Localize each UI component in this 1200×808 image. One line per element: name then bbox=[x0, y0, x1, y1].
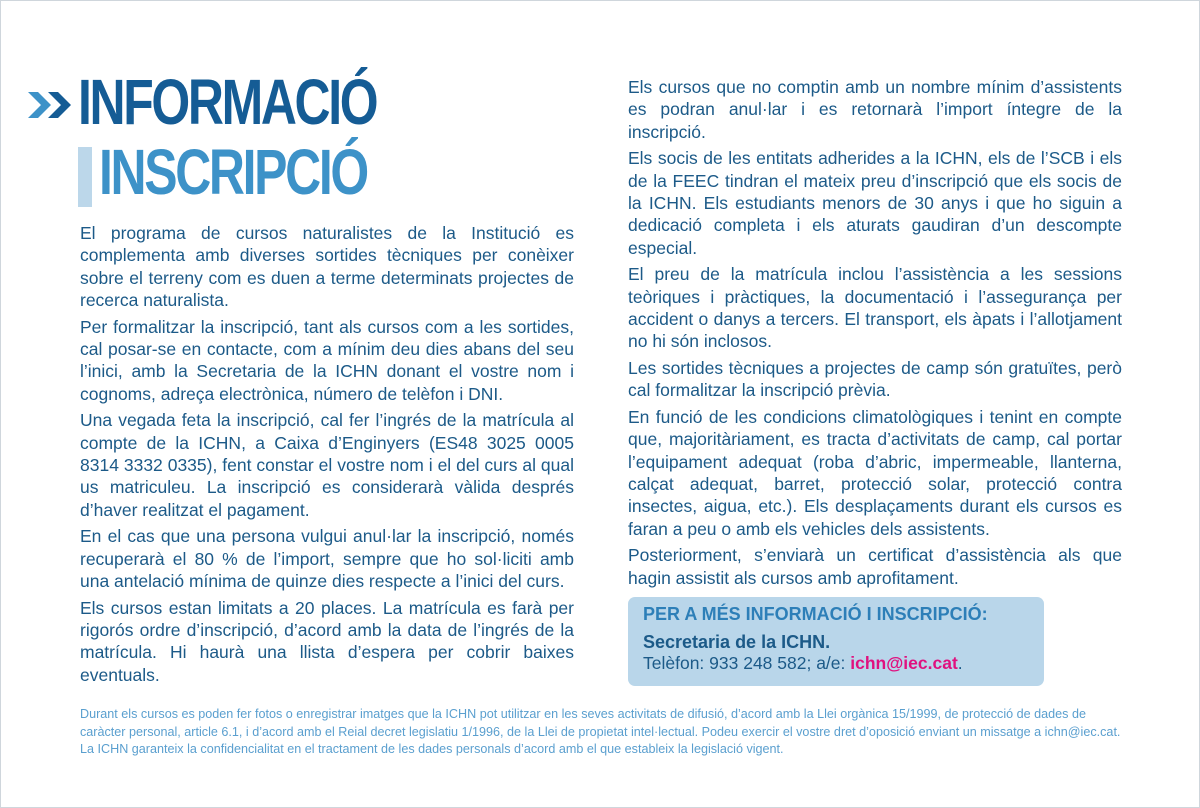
paragraph: Posteriorment, s’enviarà un certificat d’assistència als que hagin assistit als cursos amb aprofitament. bbox=[628, 545, 1122, 588]
contact-line bbox=[643, 653, 963, 674]
paragraph: Per formalitzar la inscripció, tant als cursos com a les sortides, cal posar-se en contacte, com a mínim deu dies abans del seu l’inici, amb la Secretaria de la ICHN donant el vostre nom i cognoms, adreça electrònica, número de telèfon i DNI. bbox=[80, 316, 574, 404]
phone-text: Telèfon: 933 248 582; a/e: bbox=[643, 653, 851, 673]
paragraph: Les sortides tècniques a projectes de camp són gratuïtes, però cal formalitzar la inscripció prèvia. bbox=[628, 357, 1122, 401]
paragraph: El preu de la matrícula inclou l’assistència a les sessions teòriques i pràctiques, la documentació i l’assegurança per accident o danys a tercers. El transport, els àpats i l’allotjament no hi són inclosos. bbox=[628, 264, 1122, 352]
email-link[interactable]: ichn@iec.cat bbox=[850, 653, 958, 673]
double-chevron-icon bbox=[28, 92, 74, 118]
left-column bbox=[80, 222, 574, 690]
paragraph: En el cas que una persona vulgui anul·lar la inscripció, només recuperarà el 80 % de l’import, sempre que ho sol·liciti amb una antelació mínima de quinze dies respecte a l’inici del curs. bbox=[80, 526, 574, 592]
paragraph: Els socis de les entitats adherides a la ICHN, els de l’SCB i els de la FEEC tindran el mateix preu d’inscripció que els socis de la ICHN. Els estudiants menors de 30 anys i que ho siguin a dedicació completa i els aturats gaudiran d’un descompte especial. bbox=[628, 148, 1122, 258]
title-line-1: INFORMACIÓ bbox=[78, 66, 377, 138]
info-heading: PER A MÉS INFORMACIÓ I INSCRIPCIÓ: bbox=[643, 604, 988, 624]
right-column bbox=[628, 76, 1122, 593]
contact-info-box bbox=[628, 597, 1044, 686]
secretariat-name: Secretaria de la ICHN. bbox=[643, 632, 831, 652]
paragraph: Una vegada feta la inscripció, cal fer l’ingrés de la matrícula al compte de la ICHN, a Caixa d’Enginyers (ES48 3025 0005 8314 3332 0335), fent constar el vostre nom i el del curs al qual us matriculeu. La inscripció es considerarà vàlida després d’haver realitzat el pagament. bbox=[80, 410, 574, 520]
title-line-2: INSCRIPCIÓ bbox=[99, 136, 367, 208]
legal-footer: Durant els cursos es poden fer fotos o enregistrar imatges que la ICHN pot utilitzar en les seves activitats de difusió, d’acord amb la Llei orgànica 15/1999, de protecció de dades de caràcter personal, article 6.1, i d’acord amb el Reial decret legislatiu 1/1996, de la Llei de propietat intel·lectual. Podeu exercir el vostre dret d’oposició enviant un missatge a ichn@iec.cat. La ICHN garanteix la confidencialitat en el tractament de les dades personals d’acord amb el que estableix la legislació vigent. bbox=[80, 707, 1121, 757]
paragraph: En funció de les condicions climatològiques i tenint en compte que, majoritàriament, es tracta d’activitats de camp, cal portar l’equipament adequat (roba d’abric, impermeable, llanterna, calçat adequat, barret, protecció solar, protecció contra insectes, aigua, etc.). Els desplaçaments durant els cursos es faran a peu o amb els vehicles dels assistents. bbox=[628, 406, 1122, 539]
paragraph: Els cursos estan limitats a 20 places. La matrícula es farà per rigorós ordre d’inscripció, d’acord amb la data de l’ingrés de la matrícula. Hi haurà una llista d’espera per cobrir baixes eventuals. bbox=[80, 597, 574, 685]
paragraph: El programa de cursos naturalistes de la Institució es complementa amb diverses sortides tècniques per conèixer sobre el terreny com es duen a terme determinats projectes de recerca naturalista. bbox=[80, 223, 574, 311]
title-bar-decoration bbox=[78, 147, 92, 207]
paragraph: Els cursos que no comptin amb un nombre mínim d’assistents es podran anul·lar i es retornarà l’import íntegre de la inscripció. bbox=[628, 77, 1122, 142]
email-suffix: . bbox=[957, 653, 963, 673]
